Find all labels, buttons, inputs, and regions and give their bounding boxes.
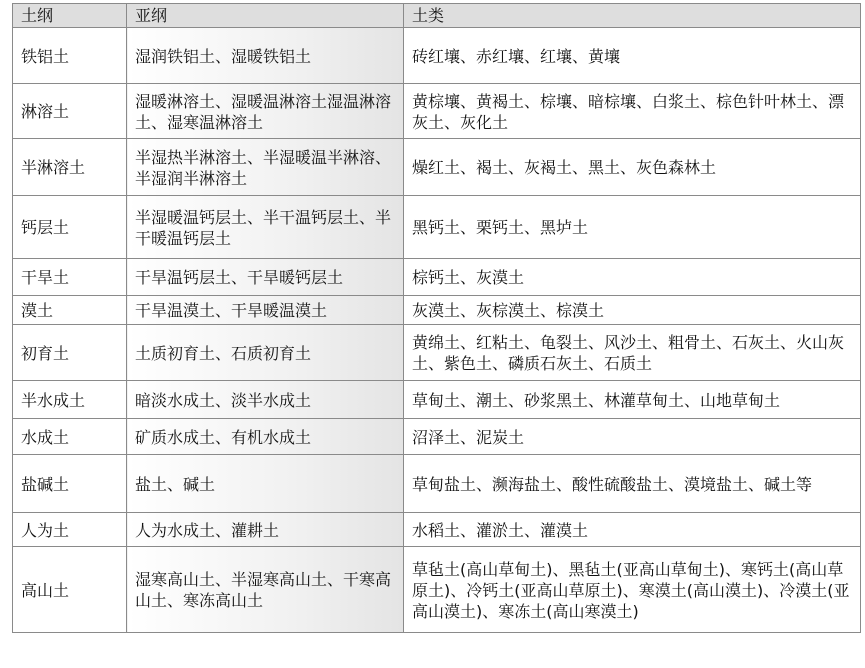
cell-order: 初育土	[13, 325, 127, 381]
table-row	[13, 419, 861, 455]
cell-order: 人为土	[13, 513, 127, 547]
cell-suborder: 土质初育土、石质初育土	[127, 325, 404, 381]
table-row	[13, 455, 861, 513]
cell-order: 半淋溶土	[13, 139, 127, 196]
cell-soil-types: 黄绵土、红粘土、龟裂土、风沙土、粗骨土、石灰土、火山灰土、紫色土、磷质石灰土、石质土	[404, 325, 861, 381]
table-row	[13, 513, 861, 547]
header-soil-types: 土类	[404, 4, 861, 28]
soil-classification-table	[12, 3, 861, 633]
cell-suborder: 干旱温漠土、干旱暖温漠土	[127, 296, 404, 325]
table-row	[13, 139, 861, 196]
cell-soil-types: 草毡土(高山草甸土)、黑毡土(亚高山草甸土)、寒钙土(高山草原土)、冷钙土(亚高山草原土)、寒漠土(高山漠土)、冷漠土(亚高山漠土)、寒冻土(高山寒漠土)	[404, 547, 861, 633]
cell-soil-types: 沼泽土、泥炭土	[404, 419, 861, 455]
cell-suborder: 半湿暖温钙层土、半干温钙层土、半干暖温钙层土	[127, 196, 404, 259]
header-order: 土纲	[13, 4, 127, 28]
cell-order: 半水成土	[13, 381, 127, 419]
table-row	[13, 547, 861, 633]
cell-suborder: 湿润铁铝土、湿暖铁铝土	[127, 28, 404, 84]
soil-classification-table-container	[12, 3, 860, 633]
cell-soil-types: 黑钙土、栗钙土、黑垆土	[404, 196, 861, 259]
cell-suborder: 湿寒高山土、半湿寒高山土、干寒高山土、寒冻高山土	[127, 547, 404, 633]
cell-suborder: 人为水成土、灌耕土	[127, 513, 404, 547]
cell-order: 干旱土	[13, 259, 127, 296]
cell-soil-types: 水稻土、灌淤土、灌漠土	[404, 513, 861, 547]
cell-soil-types: 砖红壤、赤红壤、红壤、黄壤	[404, 28, 861, 84]
table-row	[13, 381, 861, 419]
table-row	[13, 259, 861, 296]
cell-soil-types: 燥红土、褐土、灰褐土、黑土、灰色森林土	[404, 139, 861, 196]
cell-order: 淋溶土	[13, 84, 127, 139]
header-row	[13, 4, 861, 28]
table-row	[13, 84, 861, 139]
table-row	[13, 196, 861, 259]
cell-suborder: 半湿热半淋溶土、半湿暖温半淋溶、半湿润半淋溶土	[127, 139, 404, 196]
cell-suborder: 暗淡水成土、淡半水成土	[127, 381, 404, 419]
cell-suborder: 矿质水成土、有机水成土	[127, 419, 404, 455]
cell-suborder: 干旱温钙层土、干旱暖钙层土	[127, 259, 404, 296]
cell-soil-types: 草甸盐土、濒海盐土、酸性硫酸盐土、漠境盐土、碱土等	[404, 455, 861, 513]
cell-order: 高山土	[13, 547, 127, 633]
cell-order: 钙层土	[13, 196, 127, 259]
cell-soil-types: 棕钙土、灰漠土	[404, 259, 861, 296]
cell-order: 漠土	[13, 296, 127, 325]
table-row	[13, 28, 861, 84]
cell-suborder: 湿暖淋溶土、湿暖温淋溶土湿温淋溶土、湿寒温淋溶土	[127, 84, 404, 139]
cell-soil-types: 黄棕壤、黄褐土、棕壤、暗棕壤、白浆土、棕色针叶林土、漂灰土、灰化土	[404, 84, 861, 139]
table-row	[13, 325, 861, 381]
cell-soil-types: 草甸土、潮土、砂浆黑土、林灌草甸土、山地草甸土	[404, 381, 861, 419]
cell-order: 水成土	[13, 419, 127, 455]
cell-suborder: 盐土、碱土	[127, 455, 404, 513]
cell-order: 铁铝土	[13, 28, 127, 84]
table-row	[13, 296, 861, 325]
header-suborder: 亚纲	[127, 4, 404, 28]
cell-order: 盐碱土	[13, 455, 127, 513]
cell-soil-types: 灰漠土、灰棕漠土、棕漠土	[404, 296, 861, 325]
